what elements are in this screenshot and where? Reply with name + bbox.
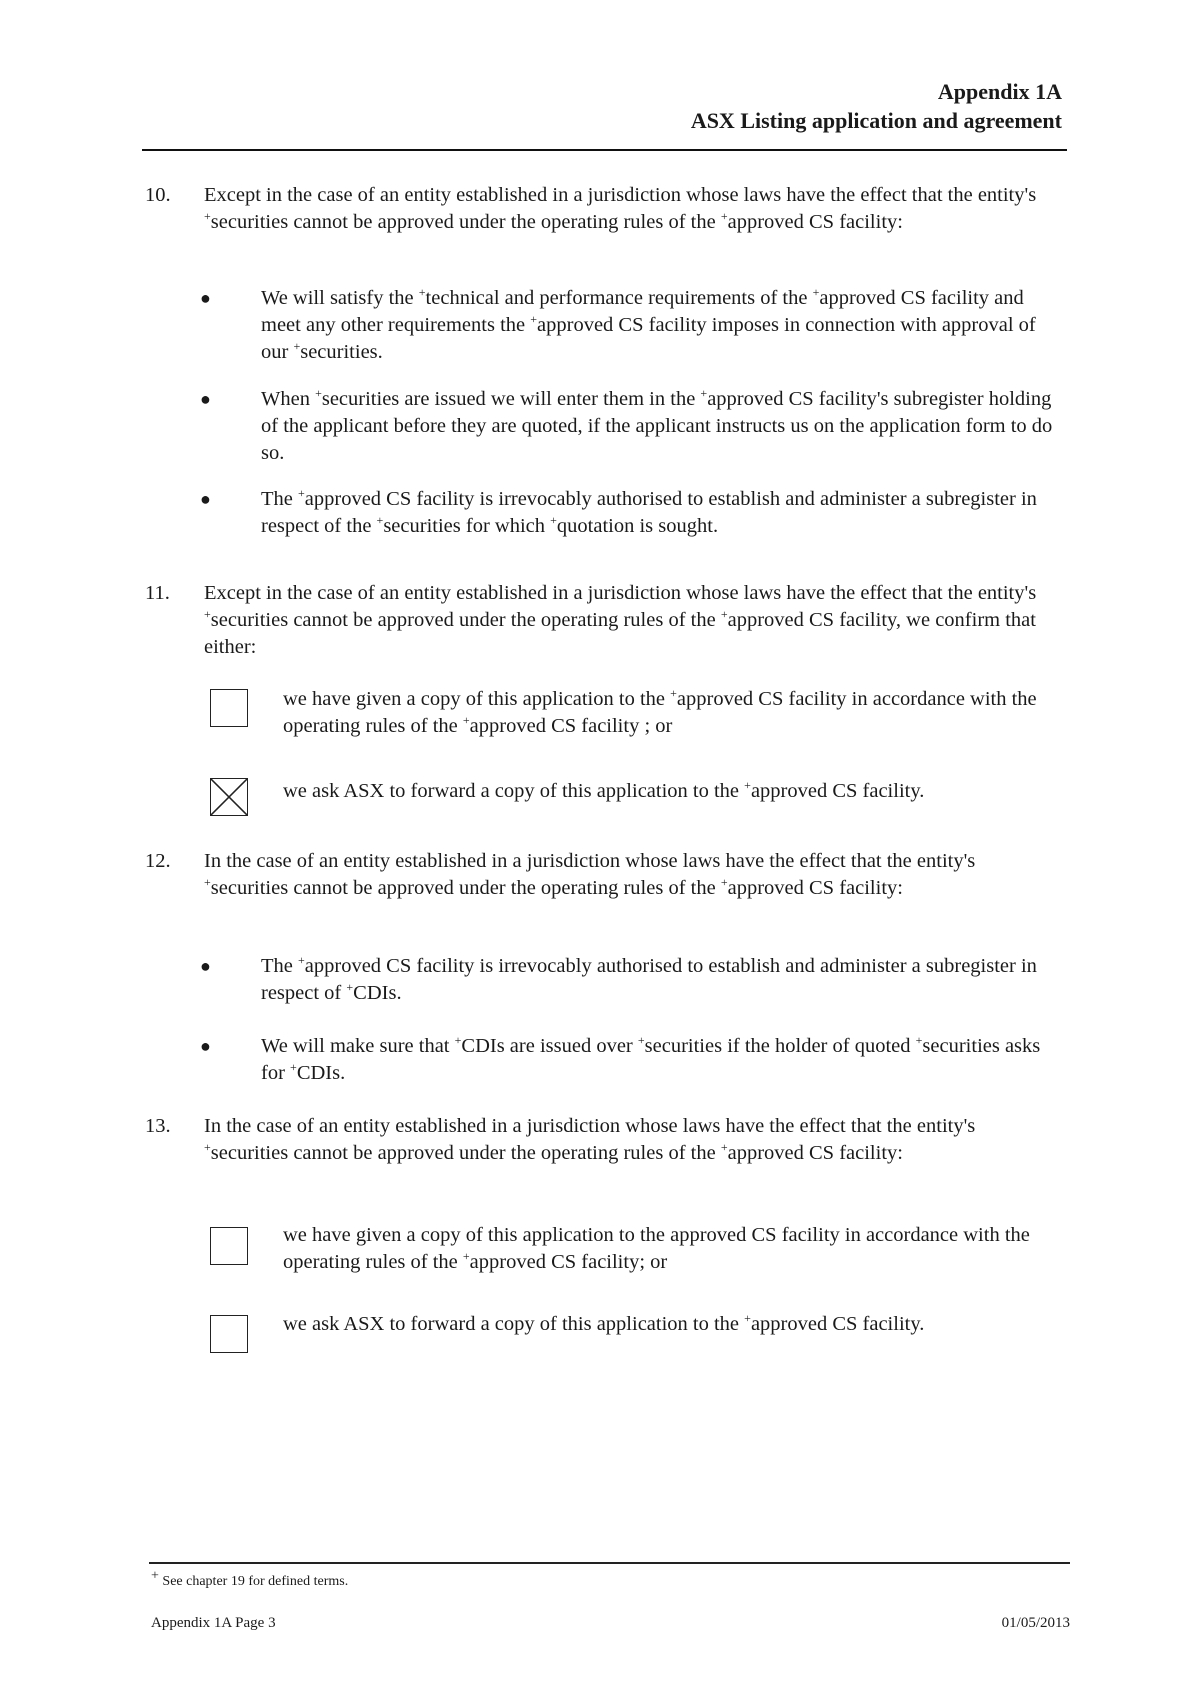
item-13-option-1-text: we have given a copy of this application to the approved CS facility in accordance with the operating rules of the +approved CS facility; or <box>283 1224 1030 1273</box>
defined-term-marker: + <box>298 953 305 968</box>
bullet-marker: ● <box>200 389 211 409</box>
item-13-option-1-checkbox[interactable] <box>210 1227 248 1265</box>
defined-term-marker: + <box>462 1249 470 1264</box>
item-10-bullet-1: We will satisfy the +technical and performance requirements of the +approved CS facility and meet any other requirements the +approved CS facility imposes in connection with approval of our +securities. <box>261 285 1036 363</box>
defined-term-marker: + <box>315 386 322 401</box>
bullet-marker: ● <box>200 956 211 976</box>
item-12-intro: In the case of an entity established in a jurisdiction whose laws have the effect that the entity's +securities cannot be approved under the operating rules of the +approved CS facility: <box>204 850 976 899</box>
defined-term-marker: + <box>293 339 301 354</box>
item-10-number: 10. <box>145 184 171 206</box>
defined-term-marker: + <box>550 513 557 528</box>
defined-term-marker: + <box>462 713 470 728</box>
defined-term-marker: + <box>376 513 384 528</box>
item-11-option-1-text: we have given a copy of this application to the +approved CS facility in accordance with the operating rules of the +approved CS facility ; or <box>283 686 1037 737</box>
defined-term-marker: + <box>204 209 211 224</box>
defined-term-marker: + <box>346 980 354 995</box>
defined-term-marker: + <box>298 486 305 501</box>
item-10-bullet-3: The +approved CS facility is irrevocably authorised to establish and administer a subregister in respect of the +securities for which +quotation is sought. <box>261 486 1037 537</box>
defined-term-marker: + <box>530 312 538 327</box>
item-10-bullet-2: When +securities are issued we will enter them in the +approved CS facility's subregister holding of the applicant before they are quoted, if the applicant instructs us on the application form to do so. <box>261 386 1053 464</box>
item-12-bullet-2: We will make sure that +CDIs are issued over +securities if the holder of quoted +securities asks for +CDIs. <box>261 1033 1041 1084</box>
header-appendix-title: Appendix 1A <box>937 79 1062 104</box>
page-header <box>691 77 1062 135</box>
bullet-marker: ● <box>200 489 211 509</box>
bullet-marker: ● <box>200 288 211 308</box>
item-13-option-2-text: we ask ASX to forward a copy of this application to the +approved CS facility. <box>283 1311 925 1335</box>
defined-term-marker: + <box>700 386 708 401</box>
item-11-intro: Except in the case of an entity established in a jurisdiction whose laws have the effect that the entity's +securities cannot be approved under the operating rules of the +approved CS facility, we confirm that either: <box>204 582 1037 658</box>
defined-term-marker: + <box>204 875 211 890</box>
item-10-intro: Except in the case of an entity established in a jurisdiction whose laws have the effect that the entity's +securities cannot be approved under the operating rules of the +approved CS facility: <box>204 184 1037 233</box>
item-12-bullet-1: The +approved CS facility is irrevocably authorised to establish and administer a subregister in respect of +CDIs. <box>261 953 1037 1004</box>
footer-date: 01/05/2013 <box>1001 1615 1070 1631</box>
defined-term-marker: + <box>670 686 677 701</box>
footer-page-label: Appendix 1A Page 3 <box>151 1615 276 1631</box>
item-13-number: 13. <box>145 1115 171 1137</box>
item-13-option-2-checkbox[interactable] <box>210 1315 248 1353</box>
defined-term-marker: + <box>744 778 751 793</box>
item-11-option-2-text: we ask ASX to forward a copy of this application to the +approved CS facility. <box>283 778 925 802</box>
defined-term-marker: + <box>720 607 728 622</box>
defined-term-marker: + <box>720 1140 728 1155</box>
item-11-option-2-checkbox[interactable] <box>210 778 248 816</box>
defined-term-marker: + <box>290 1060 297 1075</box>
defined-term-marker: + <box>720 875 728 890</box>
defined-term-marker: + <box>454 1033 462 1048</box>
header-document-title: ASX Listing application and agreement <box>690 108 1062 133</box>
checkbox-cross-icon <box>211 779 247 815</box>
defined-term-marker: + <box>637 1033 645 1048</box>
item-11-number: 11. <box>145 582 170 604</box>
footnote-divider <box>149 1562 1070 1564</box>
item-11-option-1-checkbox[interactable] <box>210 689 248 727</box>
footnote <box>151 1568 349 1592</box>
defined-term-marker: + <box>418 285 426 300</box>
header-divider <box>142 149 1067 151</box>
defined-term-marker: + <box>915 1033 923 1048</box>
defined-term-marker: + <box>204 607 211 622</box>
defined-term-marker: + <box>720 209 728 224</box>
defined-term-marker: + <box>744 1311 751 1326</box>
item-13-intro: In the case of an entity established in a jurisdiction whose laws have the effect that the entity's +securities cannot be approved under the operating rules of the +approved CS facility: <box>204 1115 976 1164</box>
defined-term-marker: + <box>812 285 820 300</box>
footnote-symbol: + <box>151 1568 159 1584</box>
item-12-number: 12. <box>145 850 171 872</box>
footnote-text: See chapter 19 for defined terms. <box>158 1574 349 1589</box>
defined-term-marker: + <box>204 1140 211 1155</box>
bullet-marker: ● <box>200 1036 211 1056</box>
